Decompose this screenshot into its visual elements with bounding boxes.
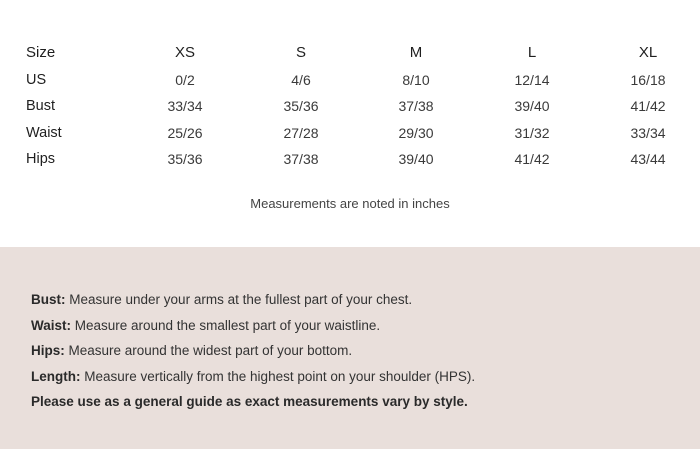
table-cell: 35/36 [167, 151, 203, 167]
table-cell: 41/42 [630, 98, 666, 114]
guide-term: Bust: [31, 292, 66, 307]
table-cell: 31/32 [514, 124, 550, 141]
guide-text: Measure around the widest part of your bottom. [64, 343, 353, 358]
table-cell: 37/38 [283, 151, 319, 167]
table-cell: 0/2 [175, 71, 195, 88]
guide-item-length [31, 364, 475, 390]
size-chart-table [0, 40, 700, 173]
guide-disclaimer: Please use as a general guide as exact measurements vary by style. [31, 394, 468, 409]
table-cell: 12/14 [514, 71, 550, 88]
table-cell: 25/26 [167, 124, 203, 141]
table-cell: 43/44 [630, 151, 666, 167]
table-cell: 4/6 [291, 71, 311, 88]
row-label-waist: Waist [26, 124, 62, 141]
measuring-guide-panel [0, 247, 700, 449]
guide-item-waist [31, 313, 475, 339]
size-header-xl: XL [638, 44, 658, 61]
table-cell: 41/42 [514, 151, 550, 167]
row-label-us: US [26, 71, 47, 88]
table-row-us [0, 67, 700, 94]
guide-term: Waist: [31, 317, 71, 333]
guide-term: Length: [31, 368, 81, 384]
table-cell: 8/10 [402, 71, 430, 88]
row-label-bust: Bust [26, 98, 56, 114]
guide-item-hips [31, 338, 475, 364]
table-row-hips [0, 146, 700, 173]
measuring-guide-list [31, 287, 475, 415]
guide-term: Hips: [31, 343, 65, 358]
table-cell: 16/18 [630, 71, 666, 88]
size-header-xs: XS [174, 44, 196, 61]
row-label-hips: Hips [26, 151, 56, 167]
guide-item-bust [31, 287, 475, 313]
size-header-m: M [409, 44, 423, 61]
size-header-row [0, 40, 700, 67]
table-cell: 37/38 [398, 98, 434, 114]
table-cell: 39/40 [514, 98, 550, 114]
guide-text: Measure around the smallest part of your waistline. [71, 317, 381, 333]
table-row-bust [0, 93, 700, 120]
table-cell: 35/36 [283, 98, 319, 114]
measurement-units-note: Measurements are noted in inches [250, 196, 450, 211]
table-cell: 33/34 [630, 124, 666, 141]
guide-text: Measure vertically from the highest point on your shoulder (HPS). [80, 368, 476, 384]
table-row-waist [0, 120, 700, 147]
size-header-s: S [295, 44, 307, 61]
guide-text: Measure under your arms at the fullest part of your chest. [65, 292, 413, 307]
table-cell: 27/28 [283, 124, 319, 141]
table-cell: 33/34 [167, 98, 203, 114]
size-header-l: L [527, 44, 537, 61]
table-cell: 39/40 [398, 151, 434, 167]
size-header-label: Size [26, 44, 56, 61]
table-cell: 29/30 [398, 124, 434, 141]
